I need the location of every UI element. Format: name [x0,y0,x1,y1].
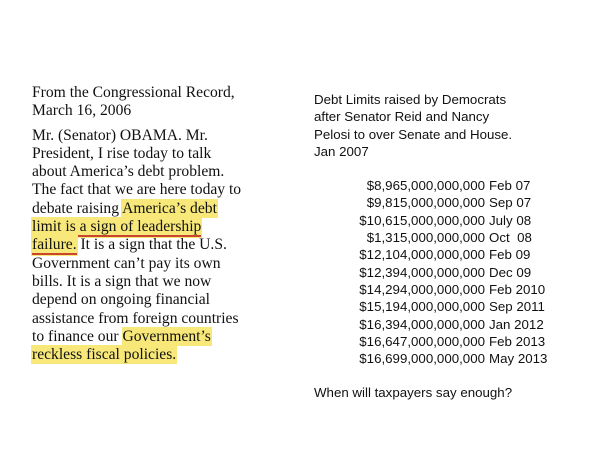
quote-line [32,218,282,236]
source-date: March 16, 2006 [32,102,132,120]
quote-line [32,200,282,218]
header-line: Debt Limits raised by Democrats [314,92,507,107]
debt-date: Sep 2011 [489,299,545,315]
quote-body [32,127,282,365]
debt-date: Feb 2010 [489,281,546,297]
quote-line: Mr. (Senator) OBAMA. Mr. [32,126,208,144]
debt-date: Feb 07 [489,178,531,194]
source-citation [32,84,282,121]
highlighted-phrase: reckless fiscal policies. [32,346,177,364]
quote-line: depend on ongoing financial [32,291,210,309]
debt-amount: $15,194,000,000,000 [359,299,485,315]
list-item [314,212,584,229]
quote-line: about America’s debt problem. [32,163,225,181]
debt-amount: $14,294,000,000,000 [359,281,485,297]
list-item [314,177,584,194]
quote-line: The fact that we are here today to [32,181,242,199]
debt-limit-list [314,177,584,367]
debt-amount: $12,104,000,000,000 [359,247,485,263]
debt-amount: $16,647,000,000,000 [359,333,485,349]
header-line: Pelosi to over Senate and House. [314,126,513,142]
congressional-record-quote [32,84,282,364]
list-item [314,264,584,281]
debt-amount: $9,815,000,000,000 [366,195,485,211]
debt-amount: $1,315,000,000,000 [366,230,485,246]
quote-text: It is a sign that the U.S. [76,236,227,254]
quote-line [32,236,282,254]
list-item [314,350,584,367]
highlighted-phrase: limit is a sign of leadership [32,218,202,236]
debt-amount: $12,394,000,000,000 [359,264,485,280]
quote-line: assistance from foreign countries [32,309,239,327]
debt-amount: $16,699,000,000,000 [359,351,485,367]
debt-date: May 2013 [489,351,548,367]
closing-question: When will taxpayers say enough? [314,385,513,401]
header-line: after Senator Reid and Nancy [314,109,490,125]
debt-date: July 08 [489,212,532,228]
source-line: From the Congressional Record, [32,84,235,101]
debt-amount: $16,394,000,000,000 [359,316,485,332]
highlighted-phrase: failure. [32,236,77,254]
list-item [314,246,584,263]
list-item [314,316,584,333]
debt-date: Dec 09 [489,264,532,280]
debt-date: Oct 08 [489,230,532,246]
list-item [314,281,584,298]
list-item [314,298,584,315]
debt-date: Feb 09 [489,247,531,263]
debt-date: Jan 2012 [489,316,544,332]
list-item [314,229,584,246]
debt-amount: $8,965,000,000,000 [366,178,485,194]
quote-line: President, I rise today to talk [32,144,212,162]
debt-limit-header [314,91,584,160]
quote-line: bills. It is a sign that we now [32,272,212,290]
quote-line [32,346,282,364]
debt-date: Feb 2013 [489,333,546,349]
quote-text: to finance our [32,327,123,345]
quote-text: debate raising [32,199,123,217]
highlighted-phrase: America’s debt [122,199,217,217]
quote-line: Government can’t pay its own [32,254,221,272]
list-item [314,194,584,211]
highlighted-phrase: Government’s [122,327,211,345]
debt-limit-panel [314,91,584,402]
quote-line [32,328,282,346]
list-item [314,333,584,350]
debt-date: Sep 07 [489,195,532,211]
header-line: Jan 2007 [314,143,369,159]
debt-amount: $10,615,000,000,000 [359,212,485,228]
